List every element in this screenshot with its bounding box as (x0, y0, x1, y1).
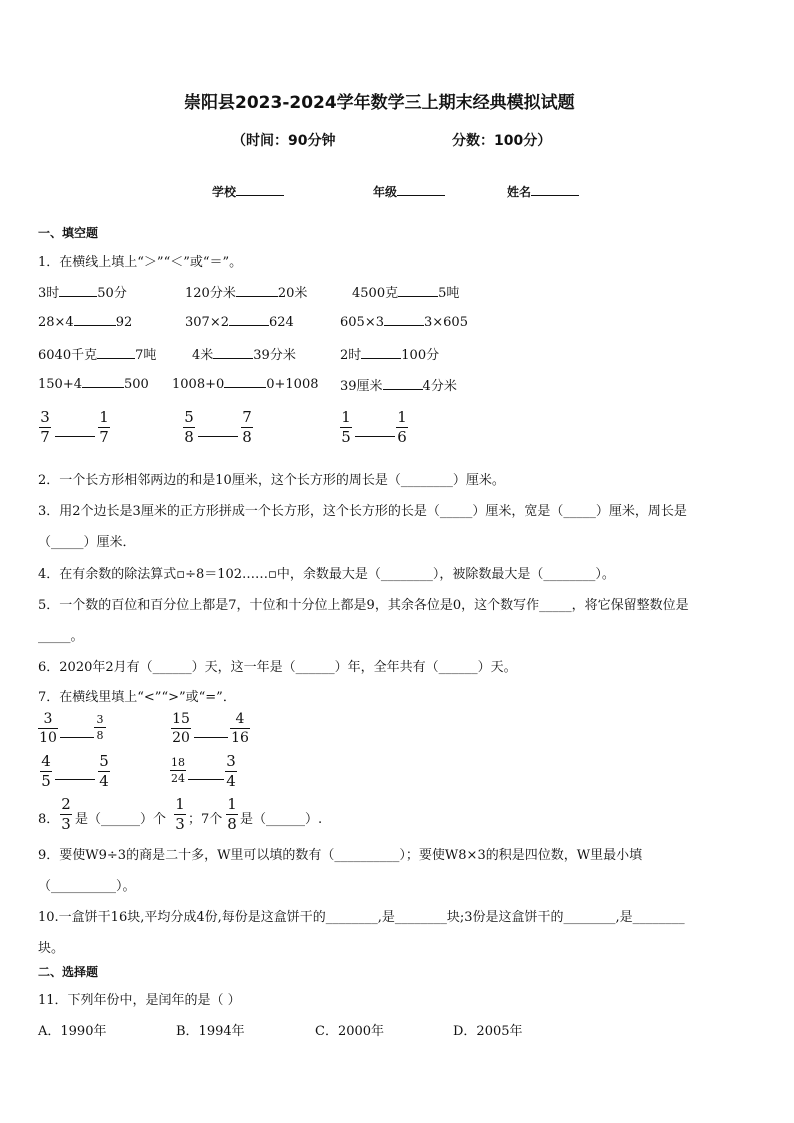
answer-blank[interactable] (82, 375, 124, 388)
denominator: 7 (99, 428, 109, 446)
denominator: 5 (341, 428, 351, 446)
question-8-text3: 是（______）. (240, 812, 323, 827)
q1-right: 20米 (277, 286, 308, 301)
q1-left: 6040千克 (38, 348, 98, 363)
name-field (507, 183, 579, 200)
denominator: 16 (231, 730, 249, 746)
fraction (39, 410, 51, 445)
answer-blank[interactable] (198, 436, 238, 437)
question-6: 6．2020年2月有（______）天，这一年是（______）年，全年共有（______）天。 (38, 660, 517, 675)
answer-blank[interactable] (188, 779, 224, 780)
section-heading-choice: 二、选择题 (38, 965, 99, 979)
answer-blank[interactable] (236, 284, 278, 297)
question-4: 4．在有余数的除法算式▫÷8＝102……▫中，余数最大是（________），被除数最大是（________）。 (38, 567, 615, 582)
question-5-line1: 5．一个数的百位和百分位上都是7，十位和十分位上都是9，其余各位是0，这个数写作_____，将它保留整数位是 (38, 598, 689, 613)
numerator: 1 (341, 408, 351, 426)
question-11-stem: 11．下列年份中，是闰年的是（ ） (38, 993, 241, 1008)
fraction (171, 712, 191, 745)
exam-time: （时间：90分钟 (232, 133, 336, 149)
numerator: 3 (226, 752, 236, 770)
fraction (230, 712, 250, 745)
answer-blank[interactable] (361, 346, 401, 359)
q1-left: 3时 (38, 286, 60, 301)
q1-left: 307×2 (185, 315, 229, 330)
q1-left: 4米 (192, 348, 214, 363)
q1-row2-c (340, 313, 468, 330)
fraction (98, 410, 110, 445)
fraction (340, 410, 352, 445)
denominator: 8 (242, 428, 252, 446)
numerator: 1 (227, 795, 237, 813)
q1-left: 1008+0 (172, 377, 225, 392)
denominator: 8 (184, 428, 194, 446)
fraction (183, 410, 195, 445)
numerator: 7 (242, 408, 252, 426)
answer-blank[interactable] (55, 436, 95, 437)
answer-blank[interactable] (383, 377, 423, 390)
denominator: 24 (171, 772, 185, 785)
q1-row2-a (38, 313, 132, 330)
fraction (241, 410, 253, 445)
answer-blank[interactable] (74, 313, 116, 326)
q1-right: 39分米 (253, 348, 296, 363)
denominator: 4 (226, 772, 236, 790)
numerator: 15 (172, 711, 190, 727)
q1-right: 624 (268, 315, 294, 330)
answer-blank[interactable] (60, 737, 94, 738)
numerator: 5 (184, 408, 194, 426)
denominator: 8 (227, 815, 237, 833)
fraction (94, 714, 106, 741)
grade-blank[interactable] (397, 183, 445, 196)
question-8-label: 8． (38, 812, 60, 827)
grade-label: 年级 (373, 185, 398, 199)
q1-left: 4500克 (352, 286, 399, 301)
question-10-line2: 块。 (38, 941, 65, 956)
denominator: 4 (99, 772, 109, 790)
question-10-line1: 10.一盒饼干16块,平均分成4份,每份是这盒饼干的________,是________块;3份是这盒饼干的________,是________ (38, 910, 685, 925)
answer-blank[interactable] (55, 779, 95, 780)
question-8-text2: ；7个 (188, 812, 223, 827)
q1-row1-a (38, 282, 127, 301)
numerator: 4 (41, 752, 51, 770)
answer-blank[interactable] (224, 375, 266, 388)
q1-row1-b (185, 282, 307, 301)
denominator: 7 (40, 428, 50, 446)
denominator: 10 (39, 730, 57, 746)
q1-row3-c (340, 344, 439, 363)
q1-right: 4分米 (422, 379, 457, 394)
fraction (38, 712, 58, 745)
question-8-text1: 是（______）个 (75, 812, 167, 827)
q1-right: 500 (123, 377, 149, 392)
q1-row4-b (172, 375, 319, 392)
question-1-stem: 1．在横线上填上“＞”“＜”或“＝”。 (38, 255, 243, 270)
answer-blank[interactable] (229, 313, 269, 326)
numerator: 3 (96, 713, 104, 726)
question-9-line2: （__________）。 (38, 879, 136, 894)
q1-right: 7吨 (135, 348, 157, 363)
numerator: 2 (61, 795, 71, 813)
q1-row4-c (340, 375, 457, 394)
numerator: 3 (43, 711, 53, 727)
q1-right: 3×605 (423, 315, 468, 330)
q1-row3-a (38, 344, 156, 363)
q1-left: 605×3 (340, 315, 384, 330)
question-2: 2．一个长方形相邻两边的和是10厘米，这个长方形的周长是（________）厘米。 (38, 473, 505, 488)
answer-blank[interactable] (194, 737, 228, 738)
fraction (174, 797, 186, 832)
school-label: 学校 (212, 185, 237, 199)
numerator: 5 (99, 752, 109, 770)
q1-left: 150+4 (38, 377, 82, 392)
q1-left: 28×4 (38, 315, 74, 330)
option-c[interactable]: C．2000年 (315, 1024, 385, 1039)
grade-field (373, 183, 445, 200)
option-a[interactable]: A．1990年 (38, 1024, 107, 1039)
fraction (226, 797, 238, 832)
name-label: 姓名 (507, 185, 532, 199)
q1-row1-c (352, 282, 459, 301)
answer-blank[interactable] (59, 284, 97, 297)
answer-blank[interactable] (398, 284, 438, 297)
q1-right: 100分 (401, 348, 440, 363)
q1-right: 92 (115, 315, 133, 330)
numerator: 18 (171, 756, 185, 769)
q1-left: 120分米 (185, 286, 236, 301)
fraction (396, 410, 408, 445)
school-blank[interactable] (236, 183, 284, 196)
q1-right: 5吨 (438, 286, 460, 301)
fraction (98, 754, 110, 789)
numerator: 1 (397, 408, 407, 426)
denominator: 8 (96, 729, 104, 742)
fraction (40, 754, 52, 789)
denominator: 20 (172, 730, 190, 746)
fraction (170, 757, 186, 784)
answer-blank[interactable] (384, 313, 424, 326)
question-3-line2: （_____）厘米． (38, 535, 136, 550)
answer-blank[interactable] (97, 346, 135, 359)
school-field (212, 183, 284, 200)
option-d[interactable]: D．2005年 (453, 1024, 523, 1039)
option-b[interactable]: B．1994年 (176, 1024, 245, 1039)
denominator: 3 (175, 815, 185, 833)
q1-left: 2时 (340, 348, 362, 363)
q1-row4-a (38, 375, 149, 392)
name-blank[interactable] (531, 183, 579, 196)
denominator: 6 (397, 428, 407, 446)
question-3-line1: 3．用2个边长是3厘米的正方形拼成一个长方形，这个长方形的长是（_____）厘米，宽是（_____）厘米，周长是 (38, 504, 687, 519)
numerator: 4 (235, 711, 245, 727)
denominator: 3 (61, 815, 71, 833)
question-5-line2: _____。 (38, 629, 84, 644)
fraction (225, 754, 237, 789)
q1-row2-b (185, 313, 294, 330)
numerator: 3 (40, 408, 50, 426)
question-7-stem: 7．在横线里填上“<”“>”或“=”． (38, 690, 236, 705)
numerator: 1 (175, 795, 185, 813)
fraction (60, 797, 72, 832)
exam-score: 分数：100分） (452, 133, 552, 149)
numerator: 1 (99, 408, 109, 426)
answer-blank[interactable] (355, 436, 395, 437)
q1-right: 0+1008 (266, 377, 319, 392)
question-9-line1: 9．要使W9÷3的商是二十多，W里可以填的数有（__________）；要使W8×3的积是四位数，W里最小填 (38, 848, 643, 863)
denominator: 5 (41, 772, 51, 790)
page-title: 崇阳县2023-2024学年数学三上期末经典模拟试题 (184, 93, 575, 113)
q1-left: 39厘米 (340, 379, 383, 394)
q1-right: 50分 (97, 286, 127, 301)
section-heading-fill: 一、填空题 (38, 226, 99, 240)
q1-row3-b (192, 344, 296, 363)
answer-blank[interactable] (213, 346, 253, 359)
